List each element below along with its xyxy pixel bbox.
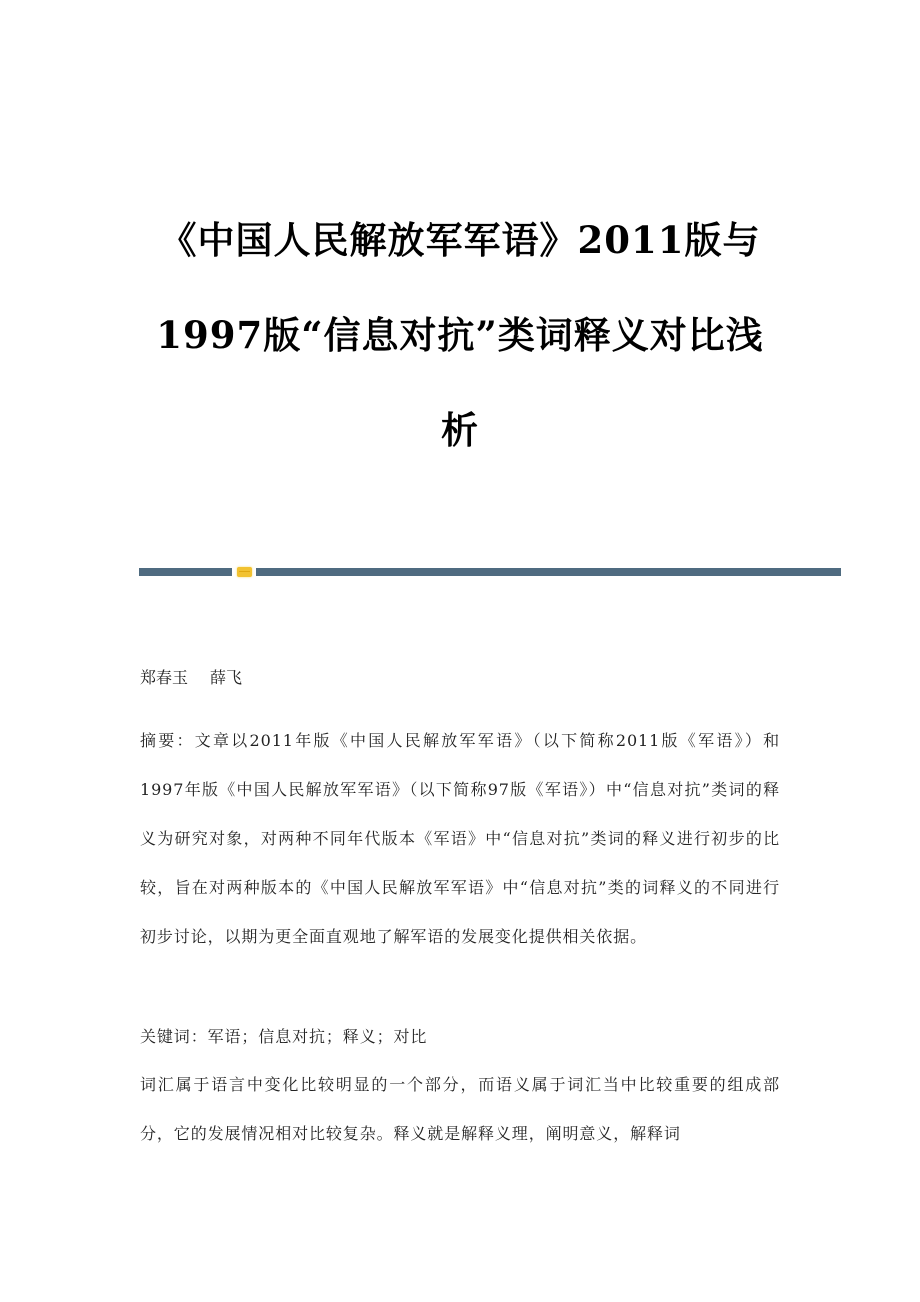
keywords-text: 军语；信息对抗；释义；对比 — [207, 1027, 428, 1046]
abstract-text: 文章以2011年版《中国人民解放军军语》（以下简称2011版《军语》）和1997年版《中国人民解放军军语》（以下简称97版《军语》）中“信息对抗”类词的释义为研究对象，对两种不同年代版本《军语》中“信息对抗”类词的释义进行初步的比较，旨在对两种版本的《中国人民解放军军语》中“信息对抗”类的词释义的不同进行初步讨论，以期为更全面直观地了解军语的发展变化提供相关依据。 — [140, 731, 780, 946]
divider-bar-right — [256, 568, 841, 576]
author-line — [140, 665, 780, 688]
divider-bar-left — [139, 568, 232, 576]
keywords-label: 关键词： — [140, 1027, 208, 1046]
divider-ornament-icon — [237, 567, 252, 577]
abstract-label: 摘要： — [140, 731, 195, 750]
title-line-2: 1997版“信息对抗”类词释义对比浅 — [156, 313, 764, 357]
title-line-3: 析 — [441, 408, 479, 452]
abstract-paragraph — [140, 716, 780, 961]
document-title — [0, 210, 920, 495]
intro-paragraph: 词汇属于语言中变化比较明显的一个部分，而语义属于词汇当中比较重要的组成部分，它的发展情况相对比较复杂。释义就是解释义理，阐明意义，解释词 — [140, 1075, 780, 1143]
author-name: 郑春玉 — [140, 668, 189, 687]
title-divider — [139, 568, 841, 577]
author-name: 薛飞 — [210, 668, 243, 687]
keywords-paragraph — [140, 1012, 780, 1061]
title-line-1: 《中国人民解放军军语》2011版与 — [159, 218, 761, 262]
